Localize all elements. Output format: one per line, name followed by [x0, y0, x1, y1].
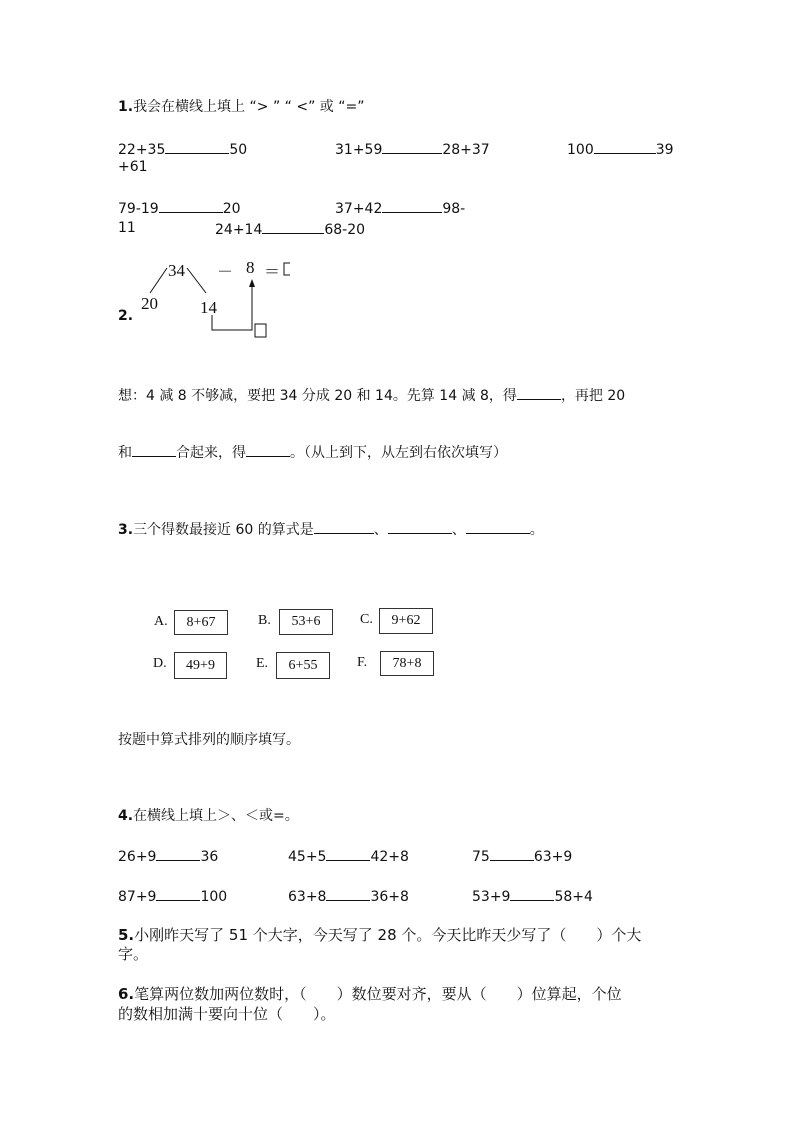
option-label-d: D.: [153, 656, 167, 671]
expr-right: 28+37: [442, 142, 490, 158]
q3-number: 3.: [118, 522, 134, 538]
q6-number: 6.: [118, 985, 135, 1003]
answer-blank[interactable]: [246, 442, 290, 457]
q5-line2: 字。: [118, 945, 149, 963]
think-text: ，再把 20: [560, 388, 626, 404]
q4-item-3: [472, 846, 572, 866]
q5-number: 5.: [118, 926, 135, 944]
answer-blank[interactable]: [159, 198, 223, 213]
option-box-e[interactable]: 6+55: [276, 652, 330, 679]
answer-blank[interactable]: [156, 886, 200, 901]
q5-line1: [118, 926, 641, 945]
diagram-right-part: 14: [200, 298, 217, 317]
expr-right: 50: [229, 142, 248, 158]
diagram-top-number: 34: [168, 261, 185, 280]
expr-right: 100: [200, 889, 228, 905]
q5-text: 小刚昨天写了 51 个大字，今天写了 28 个。今天比昨天少写了（ ）个大: [134, 926, 642, 944]
q4-item-6: [472, 886, 593, 906]
diagram-left-part: 20: [141, 294, 158, 313]
option-label-c: C.: [360, 612, 373, 627]
option-label-f: F.: [357, 655, 368, 670]
option-box-c[interactable]: 9+62: [379, 608, 433, 634]
split-line-left: [150, 268, 167, 293]
q4-item-5: [288, 886, 409, 906]
think-text: 合起来，得: [176, 445, 246, 461]
answer-blank[interactable]: [466, 519, 530, 534]
q4-item-1: [118, 846, 218, 866]
think-text: 和: [118, 445, 132, 461]
q2-number: 2.: [118, 308, 134, 324]
q1-item-5-wrap: 11: [118, 220, 136, 236]
expr-left: 37+42: [335, 201, 383, 217]
expr-left: 45+5: [288, 849, 327, 865]
q2-think-line2: [118, 442, 507, 462]
q3-note: 按题中算式排列的顺序填写。: [118, 732, 300, 748]
think-text: 。（从上到下，从左到右依次填写）: [290, 445, 507, 461]
answer-blank[interactable]: [326, 846, 370, 861]
option-box-a[interactable]: 8+67: [174, 610, 228, 635]
q4-title: 在横线上填上＞、＜或=。: [133, 808, 299, 824]
answer-blank[interactable]: [382, 198, 442, 213]
expr-right: 63+9: [533, 849, 573, 865]
answer-square-bottom[interactable]: [255, 324, 266, 337]
q4-number: 4.: [118, 808, 134, 824]
diagram-equals: ＝: [264, 264, 281, 281]
q6-text: 笔算两位数加两位数时，（ ）数位要对齐，要从（ ）位算起，个位: [134, 985, 622, 1003]
answer-blank[interactable]: [510, 886, 554, 901]
q1-item-1: [118, 139, 247, 159]
expr-left: 24+14: [215, 222, 263, 238]
diagram-subtrahend: 8: [246, 258, 255, 277]
arrow-path: [212, 285, 252, 330]
arrow-head-icon: [249, 279, 255, 287]
q2-think-line1: [118, 385, 625, 405]
answer-blank[interactable]: [490, 846, 534, 861]
q1-title: 我会在横线上填上 “> ” “ <” 或 “=”: [133, 99, 365, 115]
think-text: 想：4 减 8 不够减，要把 34 分成 20 和 14。先算 14 减 8，得: [118, 388, 517, 404]
option-box-d[interactable]: 49+9: [174, 652, 227, 679]
option-label-b: B.: [258, 613, 271, 628]
q1-item-6: [215, 219, 365, 239]
expr-right: 36+8: [370, 889, 409, 905]
q1-number: 1.: [118, 99, 134, 115]
expr-left: 79-19: [118, 201, 159, 217]
q4-item-4: [118, 886, 227, 906]
q1-item-3-wrap: +61: [118, 159, 148, 175]
answer-blank[interactable]: [388, 519, 452, 534]
answer-blank[interactable]: [326, 886, 370, 901]
expr-left: 31+59: [335, 142, 383, 158]
q6-line2: 的数相加满十要向十位（ ）。: [118, 1005, 336, 1023]
option-label-e: E.: [256, 656, 269, 671]
expr-left: 75: [472, 849, 490, 865]
answer-blank[interactable]: [517, 385, 561, 400]
separator: 、: [373, 522, 388, 538]
answer-blank[interactable]: [262, 219, 324, 234]
q1-item-3: [567, 139, 674, 159]
separator: 、: [451, 522, 466, 538]
answer-blank[interactable]: [314, 519, 374, 534]
expr-right: 36: [200, 849, 219, 865]
expr-right: 42+8: [370, 849, 409, 865]
q1-heading: [118, 98, 364, 116]
answer-blank[interactable]: [156, 846, 200, 861]
end-mark: 。: [529, 522, 544, 538]
expr-left: 63+8: [288, 889, 327, 905]
expr-left: 87+9: [118, 889, 157, 905]
option-label-a: A.: [154, 614, 168, 629]
expr-right: 58+4: [554, 889, 593, 905]
expr-right: 68-20: [324, 222, 366, 238]
q3-heading: [118, 519, 544, 539]
answer-square-result[interactable]: [284, 263, 290, 275]
answer-blank[interactable]: [165, 139, 229, 154]
option-box-f[interactable]: 78+8: [380, 651, 434, 676]
q1-item-2: [335, 139, 490, 159]
expr-left: 26+9: [118, 849, 157, 865]
expr-left: 100: [567, 142, 594, 158]
expr-right: 39: [655, 142, 674, 158]
expr-left: 53+9: [472, 889, 511, 905]
answer-blank[interactable]: [594, 139, 656, 154]
q1-item-4: [118, 198, 241, 218]
expr-right: 98-: [442, 201, 466, 217]
expr-left: 22+35: [118, 142, 166, 158]
q4-heading: [118, 807, 299, 825]
expr-right: 20: [222, 201, 241, 217]
answer-blank[interactable]: [132, 442, 176, 457]
split-line-right: [187, 268, 206, 293]
q1-item-5: [335, 198, 465, 218]
q4-item-2: [288, 846, 409, 866]
q3-text: 三个得数最接近 60 的算式是: [133, 522, 314, 538]
q6-line1: [118, 985, 622, 1004]
option-box-b[interactable]: 53+6: [279, 609, 333, 635]
diagram-minus: －: [217, 264, 234, 281]
answer-blank[interactable]: [382, 139, 442, 154]
